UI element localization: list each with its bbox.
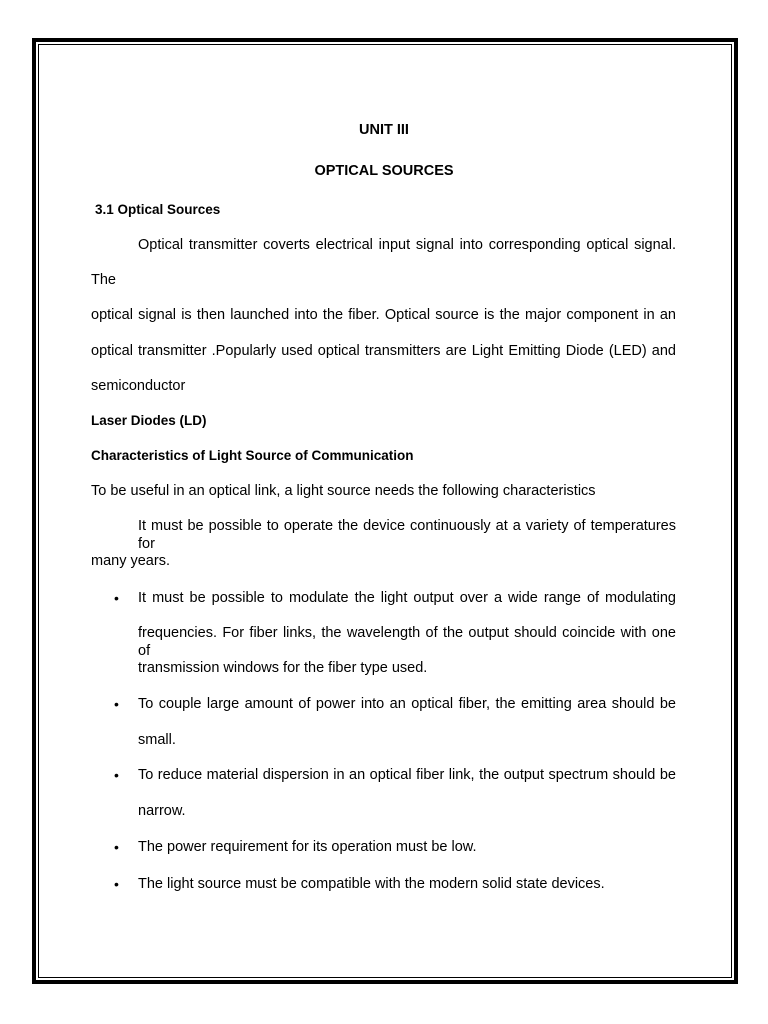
bullet3-line2: narrow. <box>138 803 186 819</box>
bullet3-line1: To reduce material dispersion in an optical fiber link, the output spectrum should be <box>138 767 676 783</box>
para1-line1: Optical transmitter coverts electrical input signal into corresponding optical signal. <box>138 237 676 253</box>
requirement-line2: many years. <box>91 553 170 569</box>
bullet-icon: • <box>114 876 119 892</box>
bullet1-line1: It must be possible to modulate the light output over a wide range of modulating <box>138 590 676 606</box>
bullet1-line3: transmission windows for the fiber type used. <box>138 660 428 676</box>
intro-text: To be useful in an optical link, a light source needs the following characteristics <box>91 483 596 499</box>
subheading-characteristics: Characteristics of Light Source of Communication <box>91 448 414 463</box>
bullet-icon: • <box>114 839 119 855</box>
page-title: OPTICAL SOURCES <box>314 163 454 179</box>
requirement-line1: It must be possible to operate the device continuously at a variety of temperatures for <box>138 518 676 552</box>
subheading-laser-diodes: Laser Diodes (LD) <box>91 413 207 428</box>
section-heading: 3.1 Optical Sources <box>95 202 221 217</box>
para2-line3: semiconductor <box>91 378 186 394</box>
unit-heading: UNIT III <box>359 122 409 138</box>
bullet5-line1: The light source must be compatible with the modern solid state devices. <box>138 876 605 892</box>
para2-line1: optical signal is then launched into the fiber. Optical source is the major component in an <box>91 307 676 323</box>
bullet2-line2: small. <box>138 732 176 748</box>
bullet-icon: • <box>114 767 119 783</box>
para2-line2: optical transmitter .Popularly used optical transmitters are Light Emitting Diode (LED) and <box>91 343 676 359</box>
bullet-icon: • <box>114 696 119 712</box>
bullet-icon: • <box>114 590 119 606</box>
bullet2-line1: To couple large amount of power into an optical fiber, the emitting area should be <box>138 696 676 712</box>
bullet4-line1: The power requirement for its operation must be low. <box>138 839 477 855</box>
bullet1-line2: frequencies. For fiber links, the wavelength of the output should coincide with one of <box>138 625 676 659</box>
para1-line2: The <box>91 272 116 288</box>
